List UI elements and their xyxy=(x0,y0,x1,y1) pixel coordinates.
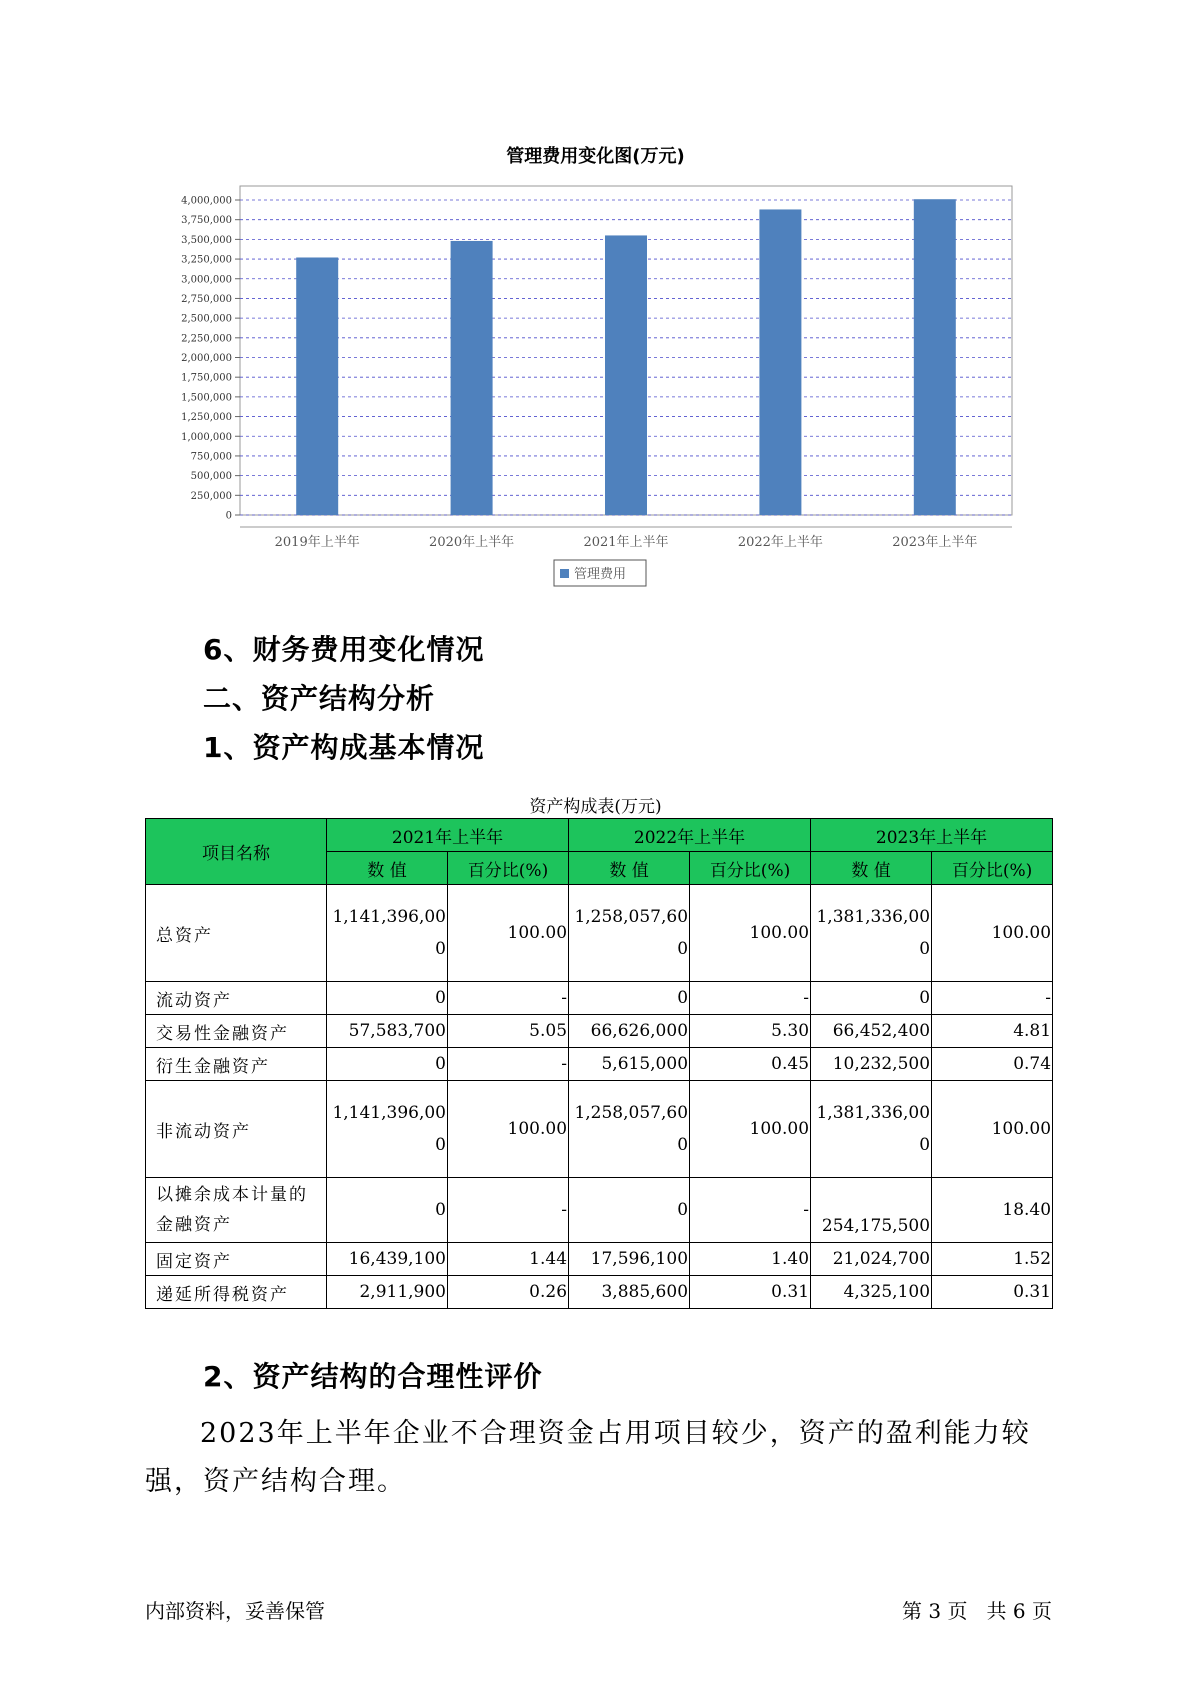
bar xyxy=(759,209,801,515)
footer-page-number: 第 3 页 共 6 页 xyxy=(902,1599,1052,1623)
cell-value: 1,141,396,000 xyxy=(327,885,448,982)
cell-percent: 0.31 xyxy=(932,1276,1053,1309)
cell-percent: 4.81 xyxy=(932,1015,1053,1048)
table-row xyxy=(146,1048,1053,1081)
cell-value: 5,615,000 xyxy=(569,1048,690,1081)
heading-asset-composition: 1、资产构成基本情况 xyxy=(203,731,485,764)
table-row xyxy=(146,1015,1053,1048)
y-tick-label: 1,000,000 xyxy=(181,431,232,443)
x-tick-label: 2021年上半年 xyxy=(583,535,669,550)
cell-value: 4,325,100 xyxy=(811,1276,932,1309)
y-tick-label: 3,750,000 xyxy=(181,215,232,227)
cell-value: 0 xyxy=(569,1178,690,1243)
evaluation-paragraph: 2023年上半年企业不合理资金占用项目较少，资产的盈利能力较强，资产结构合理。 xyxy=(145,1418,1031,1497)
cell-value: 254,175,500 xyxy=(811,1178,932,1243)
cell-value: 0 xyxy=(569,982,690,1015)
bar xyxy=(296,257,338,515)
y-tick-label: 1,750,000 xyxy=(181,372,232,384)
heading-asset-structure: 二、资产结构分析 xyxy=(203,682,436,715)
row-label: 交易性金融资产 xyxy=(146,1015,327,1048)
cell-percent: 0.74 xyxy=(932,1048,1053,1081)
cell-percent: 5.30 xyxy=(690,1015,811,1048)
row-label: 递延所得税资产 xyxy=(146,1276,327,1309)
cell-value: 1,141,396,000 xyxy=(327,1081,448,1178)
bar xyxy=(605,235,647,515)
cell-value: 0 xyxy=(327,1178,448,1243)
cell-value: 16,439,100 xyxy=(327,1243,448,1276)
col-header-year: 2023年上半年 xyxy=(811,819,1053,852)
cell-value: 21,024,700 xyxy=(811,1243,932,1276)
cell-percent: - xyxy=(448,1178,569,1243)
table-row xyxy=(146,1081,1053,1178)
cell-value: 1,381,336,000 xyxy=(811,1081,932,1178)
cell-value: 66,626,000 xyxy=(569,1015,690,1048)
heading-finance-expense: 6、财务费用变化情况 xyxy=(203,633,485,666)
y-tick-label: 1,500,000 xyxy=(181,392,232,404)
row-label: 流动资产 xyxy=(146,982,327,1015)
heading-structure-evaluation: 2、资产结构的合理性评价 xyxy=(203,1360,543,1393)
cell-value: 17,596,100 xyxy=(569,1243,690,1276)
table-row xyxy=(146,885,1053,982)
table-row xyxy=(146,1178,1053,1243)
cell-value: 57,583,700 xyxy=(327,1015,448,1048)
row-label: 以摊余成本计量的金融资产 xyxy=(146,1178,327,1243)
cell-percent: 1.40 xyxy=(690,1243,811,1276)
x-tick-label: 2023年上半年 xyxy=(892,535,978,550)
cell-percent: 100.00 xyxy=(690,1081,811,1178)
col-header-value: 数 值 xyxy=(327,852,448,885)
col-header-pct: 百分比(%) xyxy=(690,852,811,885)
cell-value: 1,258,057,600 xyxy=(569,1081,690,1178)
row-label: 非流动资产 xyxy=(146,1081,327,1178)
y-tick-label: 2,750,000 xyxy=(181,293,232,305)
y-tick-label: 750,000 xyxy=(190,451,232,463)
asset-table xyxy=(145,818,1053,1309)
legend-swatch xyxy=(560,569,569,578)
row-label: 总资产 xyxy=(146,885,327,982)
cell-percent: 1.44 xyxy=(448,1243,569,1276)
cell-percent: - xyxy=(448,1048,569,1081)
cell-percent: 100.00 xyxy=(690,885,811,982)
bar-chart xyxy=(0,0,1191,600)
cell-percent: 0.45 xyxy=(690,1048,811,1081)
cell-value: 0 xyxy=(327,982,448,1015)
cell-value: 66,452,400 xyxy=(811,1015,932,1048)
y-tick-label: 2,500,000 xyxy=(181,313,232,325)
cell-percent: 100.00 xyxy=(448,885,569,982)
x-tick-label: 2019年上半年 xyxy=(274,535,360,550)
y-tick-label: 250,000 xyxy=(190,490,232,502)
y-tick-label: 3,000,000 xyxy=(181,274,232,286)
row-label: 固定资产 xyxy=(146,1243,327,1276)
col-header-value: 数 值 xyxy=(569,852,690,885)
cell-percent: - xyxy=(448,982,569,1015)
chart-title: 管理费用变化图(万元) xyxy=(506,146,685,167)
y-tick-label: 2,000,000 xyxy=(181,353,232,364)
cell-percent: 0.31 xyxy=(690,1276,811,1309)
cell-value: 1,258,057,600 xyxy=(569,885,690,982)
table-caption: 资产构成表(万元) xyxy=(529,797,662,817)
col-header-name: 项目名称 xyxy=(146,819,327,885)
cell-percent: 100.00 xyxy=(932,885,1053,982)
x-tick-label: 2020年上半年 xyxy=(429,535,515,550)
y-tick-label: 2,250,000 xyxy=(181,333,232,345)
footer-confidential: 内部资料，妥善保管 xyxy=(145,1599,325,1623)
cell-value: 0 xyxy=(811,982,932,1015)
y-tick-label: 0 xyxy=(225,510,232,522)
cell-value: 2,911,900 xyxy=(327,1276,448,1309)
col-header-pct: 百分比(%) xyxy=(448,852,569,885)
row-label: 衍生金融资产 xyxy=(146,1048,327,1081)
cell-percent: 1.52 xyxy=(932,1243,1053,1276)
col-header-value: 数 值 xyxy=(811,852,932,885)
table-row xyxy=(146,982,1053,1015)
cell-percent: 5.05 xyxy=(448,1015,569,1048)
cell-percent: - xyxy=(932,982,1053,1015)
col-header-pct: 百分比(%) xyxy=(932,852,1053,885)
col-header-year: 2021年上半年 xyxy=(327,819,569,852)
cell-value: 1,381,336,000 xyxy=(811,885,932,982)
col-header-year: 2022年上半年 xyxy=(569,819,811,852)
cell-percent: 100.00 xyxy=(932,1081,1053,1178)
table-row xyxy=(146,1276,1053,1309)
y-tick-label: 500,000 xyxy=(190,471,232,483)
bar xyxy=(451,241,493,515)
table-row xyxy=(146,1243,1053,1276)
cell-percent: 18.40 xyxy=(932,1178,1053,1243)
y-tick-label: 4,000,000 xyxy=(181,195,232,207)
y-tick-label: 1,250,000 xyxy=(181,412,232,424)
cell-value: 0 xyxy=(327,1048,448,1081)
x-tick-label: 2022年上半年 xyxy=(737,535,823,550)
legend-label: 管理费用 xyxy=(574,567,627,582)
bar xyxy=(914,199,956,515)
y-tick-label: 3,500,000 xyxy=(181,234,232,246)
cell-percent: 100.00 xyxy=(448,1081,569,1178)
cell-percent: 0.26 xyxy=(448,1276,569,1309)
cell-value: 3,885,600 xyxy=(569,1276,690,1309)
y-tick-label: 3,250,000 xyxy=(181,254,232,266)
cell-percent: - xyxy=(690,1178,811,1243)
cell-value: 10,232,500 xyxy=(811,1048,932,1081)
cell-percent: - xyxy=(690,982,811,1015)
